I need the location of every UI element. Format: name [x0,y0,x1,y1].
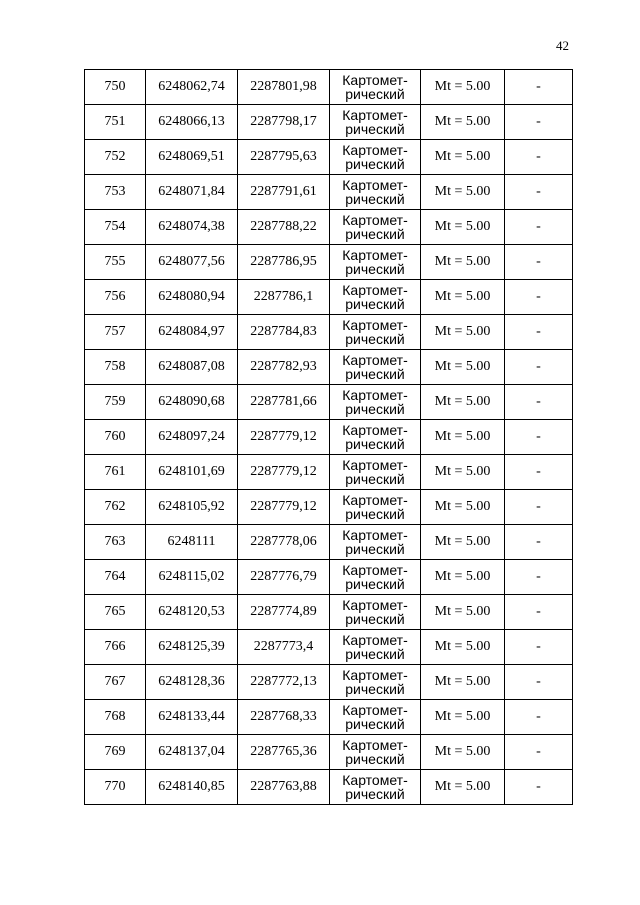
point-number-cell: 751 [85,105,146,140]
point-number-cell: 767 [85,665,146,700]
method-line-2: рический [345,751,405,767]
method-cell [330,210,421,245]
method-cell [330,420,421,455]
table-row [85,70,573,105]
method-line-2: рический [345,576,405,592]
y-coordinate-cell: 2287788,22 [238,210,330,245]
method-line-2: рический [345,401,405,417]
method-cell [330,385,421,420]
accuracy-cell: Mt = 5.00 [421,700,505,735]
accuracy-cell: Mt = 5.00 [421,560,505,595]
y-coordinate-cell: 2287776,79 [238,560,330,595]
accuracy-cell: Mt = 5.00 [421,350,505,385]
note-cell: - [505,70,573,105]
method-cell [330,105,421,140]
method-cell [330,315,421,350]
method-line-1: Картомет- [342,387,408,403]
method-cell [330,280,421,315]
y-coordinate-cell: 2287786,1 [238,280,330,315]
method-line-2: рический [345,121,405,137]
y-coordinate-cell: 2287779,12 [238,455,330,490]
note-cell: - [505,175,573,210]
accuracy-cell: Mt = 5.00 [421,630,505,665]
note-cell: - [505,105,573,140]
note-cell: - [505,280,573,315]
y-coordinate-cell: 2287801,98 [238,70,330,105]
method-line-2: рический [345,191,405,207]
x-coordinate-cell: 6248087,08 [146,350,238,385]
x-coordinate-cell: 6248101,69 [146,455,238,490]
table-row [85,665,573,700]
x-coordinate-cell: 6248066,13 [146,105,238,140]
method-cell [330,735,421,770]
note-cell: - [505,630,573,665]
method-line-1: Картомет- [342,352,408,368]
x-coordinate-cell: 6248128,36 [146,665,238,700]
x-coordinate-cell: 6248074,38 [146,210,238,245]
x-coordinate-cell: 6248133,44 [146,700,238,735]
table-row [85,280,573,315]
x-coordinate-cell: 6248062,74 [146,70,238,105]
method-cell [330,665,421,700]
table-row [85,385,573,420]
y-coordinate-cell: 2287765,36 [238,735,330,770]
note-cell: - [505,700,573,735]
method-cell [330,630,421,665]
method-cell [330,350,421,385]
point-number-cell: 763 [85,525,146,560]
table-row [85,630,573,665]
method-line-2: рический [345,226,405,242]
x-coordinate-cell: 6248105,92 [146,490,238,525]
y-coordinate-cell: 2287791,61 [238,175,330,210]
y-coordinate-cell: 2287798,17 [238,105,330,140]
method-line-2: рический [345,366,405,382]
y-coordinate-cell: 2287795,63 [238,140,330,175]
accuracy-cell: Mt = 5.00 [421,175,505,210]
y-coordinate-cell: 2287774,89 [238,595,330,630]
method-line-2: рический [345,786,405,802]
x-coordinate-cell: 6248137,04 [146,735,238,770]
method-line-1: Картомет- [342,597,408,613]
method-line-2: рический [345,646,405,662]
x-coordinate-cell: 6248071,84 [146,175,238,210]
note-cell: - [505,245,573,280]
method-line-1: Картомет- [342,632,408,648]
accuracy-cell: Mt = 5.00 [421,525,505,560]
method-cell [330,455,421,490]
x-coordinate-cell: 6248084,97 [146,315,238,350]
accuracy-cell: Mt = 5.00 [421,490,505,525]
note-cell: - [505,420,573,455]
method-line-1: Картомет- [342,317,408,333]
table-row [85,560,573,595]
point-number-cell: 766 [85,630,146,665]
note-cell: - [505,210,573,245]
y-coordinate-cell: 2287782,93 [238,350,330,385]
y-coordinate-cell: 2287779,12 [238,490,330,525]
method-line-1: Картомет- [342,772,408,788]
method-cell [330,245,421,280]
method-line-1: Картомет- [342,422,408,438]
point-number-cell: 758 [85,350,146,385]
note-cell: - [505,490,573,525]
table-row [85,105,573,140]
point-number-cell: 762 [85,490,146,525]
table-row [85,455,573,490]
note-cell: - [505,595,573,630]
table-row [85,700,573,735]
accuracy-cell: Mt = 5.00 [421,140,505,175]
note-cell: - [505,665,573,700]
x-coordinate-cell: 6248069,51 [146,140,238,175]
accuracy-cell: Mt = 5.00 [421,245,505,280]
accuracy-cell: Mt = 5.00 [421,595,505,630]
method-line-2: рический [345,541,405,557]
note-cell: - [505,385,573,420]
method-line-1: Картомет- [342,702,408,718]
accuracy-cell: Mt = 5.00 [421,70,505,105]
coordinates-table-body [85,70,573,805]
method-line-1: Картомет- [342,282,408,298]
method-cell [330,560,421,595]
y-coordinate-cell: 2287781,66 [238,385,330,420]
point-number-cell: 755 [85,245,146,280]
method-line-2: рический [345,261,405,277]
method-line-2: рический [345,611,405,627]
note-cell: - [505,560,573,595]
point-number-cell: 764 [85,560,146,595]
accuracy-cell: Mt = 5.00 [421,210,505,245]
note-cell: - [505,140,573,175]
note-cell: - [505,735,573,770]
table-row [85,245,573,280]
accuracy-cell: Mt = 5.00 [421,315,505,350]
method-line-1: Картомет- [342,212,408,228]
y-coordinate-cell: 2287786,95 [238,245,330,280]
point-number-cell: 770 [85,770,146,805]
accuracy-cell: Mt = 5.00 [421,385,505,420]
x-coordinate-cell: 6248111 [146,525,238,560]
note-cell: - [505,770,573,805]
y-coordinate-cell: 2287778,06 [238,525,330,560]
method-line-2: рический [345,681,405,697]
method-line-2: рический [345,716,405,732]
point-number-cell: 756 [85,280,146,315]
note-cell: - [505,315,573,350]
method-line-1: Картомет- [342,457,408,473]
point-number-cell: 759 [85,385,146,420]
x-coordinate-cell: 6248077,56 [146,245,238,280]
point-number-cell: 752 [85,140,146,175]
y-coordinate-cell: 2287773,4 [238,630,330,665]
method-cell [330,770,421,805]
method-line-2: рический [345,156,405,172]
table-row [85,140,573,175]
y-coordinate-cell: 2287784,83 [238,315,330,350]
point-number-cell: 750 [85,70,146,105]
table-row [85,595,573,630]
method-line-2: рический [345,436,405,452]
x-coordinate-cell: 6248090,68 [146,385,238,420]
accuracy-cell: Mt = 5.00 [421,770,505,805]
point-number-cell: 765 [85,595,146,630]
accuracy-cell: Mt = 5.00 [421,665,505,700]
accuracy-cell: Mt = 5.00 [421,105,505,140]
point-number-cell: 760 [85,420,146,455]
point-number-cell: 768 [85,700,146,735]
accuracy-cell: Mt = 5.00 [421,735,505,770]
table-row [85,315,573,350]
method-line-1: Картомет- [342,737,408,753]
accuracy-cell: Mt = 5.00 [421,455,505,490]
point-number-cell: 769 [85,735,146,770]
method-line-1: Картомет- [342,177,408,193]
x-coordinate-cell: 6248125,39 [146,630,238,665]
table-row [85,525,573,560]
y-coordinate-cell: 2287763,88 [238,770,330,805]
note-cell: - [505,455,573,490]
method-line-1: Картомет- [342,247,408,263]
method-line-1: Картомет- [342,142,408,158]
method-cell [330,490,421,525]
method-cell [330,70,421,105]
method-line-1: Картомет- [342,72,408,88]
x-coordinate-cell: 6248140,85 [146,770,238,805]
coordinates-table [84,69,573,805]
point-number-cell: 754 [85,210,146,245]
method-line-2: рический [345,506,405,522]
method-line-1: Картомет- [342,527,408,543]
method-line-1: Картомет- [342,107,408,123]
x-coordinate-cell: 6248097,24 [146,420,238,455]
table-row [85,490,573,525]
method-line-2: рический [345,296,405,312]
y-coordinate-cell: 2287772,13 [238,665,330,700]
method-line-1: Картомет- [342,562,408,578]
method-cell [330,175,421,210]
method-cell [330,140,421,175]
accuracy-cell: Mt = 5.00 [421,280,505,315]
x-coordinate-cell: 6248115,02 [146,560,238,595]
method-line-2: рический [345,86,405,102]
table-row [85,350,573,385]
accuracy-cell: Mt = 5.00 [421,420,505,455]
point-number-cell: 761 [85,455,146,490]
note-cell: - [505,350,573,385]
y-coordinate-cell: 2287768,33 [238,700,330,735]
method-cell [330,700,421,735]
table-row [85,420,573,455]
x-coordinate-cell: 6248080,94 [146,280,238,315]
method-cell [330,525,421,560]
point-number-cell: 753 [85,175,146,210]
x-coordinate-cell: 6248120,53 [146,595,238,630]
method-line-1: Картомет- [342,492,408,508]
note-cell: - [505,525,573,560]
method-line-2: рический [345,471,405,487]
page-number: 42 [556,38,569,53]
method-line-1: Картомет- [342,667,408,683]
method-cell [330,595,421,630]
method-line-2: рический [345,331,405,347]
table-row [85,770,573,805]
table-row [85,175,573,210]
y-coordinate-cell: 2287779,12 [238,420,330,455]
table-row [85,735,573,770]
table-row [85,210,573,245]
point-number-cell: 757 [85,315,146,350]
